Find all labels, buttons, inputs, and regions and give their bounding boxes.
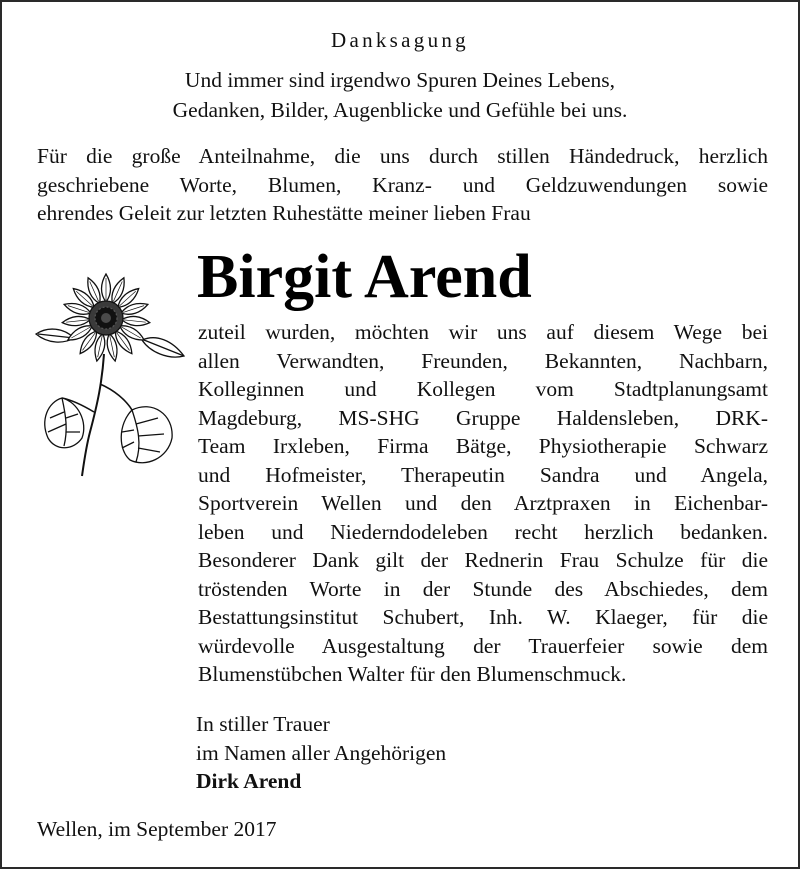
thanks-line: Kolleginnen und Kollegen vom Stadtplanungsamt	[198, 377, 768, 401]
motto-verse	[2, 66, 798, 125]
motto-line: Und immer sind irgendwo Spuren Deines Lebens,	[184, 68, 616, 92]
thanks-line: Sportverein Wellen und den Arztpraxen in Eichenbar-	[198, 491, 768, 515]
sunflower-icon	[34, 272, 186, 478]
thanks-paragraph	[198, 318, 768, 689]
thanks-line: Besonderer Dank gilt der Rednerin Frau Schulze für die	[198, 548, 768, 572]
deceased-name: Birgit Arend	[197, 243, 532, 311]
thanks-line: tröstenden Worte in der Stunde des Abschiedes, dem	[198, 576, 768, 601]
thanks-line: zuteil wurden, möchten wir uns auf diesem Wege bei	[198, 320, 768, 344]
intro-line: Für die große Anteilnahme, die uns durch stillen Händedruck, herzlich	[37, 144, 768, 168]
intro-paragraph	[37, 142, 768, 228]
notice-heading: Danksagung	[331, 28, 469, 52]
place-date: Wellen, im September 2017	[37, 817, 277, 841]
intro-line: ehrendes Geleit zur letzten Ruhestätte meiner lieben Frau	[37, 201, 531, 225]
thanks-line: Bestattungsinstitut Schubert, Inh. W. Klaeger, für die	[198, 605, 768, 629]
motto-line: Gedanken, Bilder, Augenblicke und Gefühle bei uns.	[172, 97, 628, 122]
thanks-line: leben und Niederndodeleben recht herzlich bedanken.	[198, 519, 768, 544]
closing-line: im Namen aller Angehörigen	[196, 740, 447, 765]
closing-block	[196, 710, 446, 796]
thanks-line: und Hofmeister, Therapeutin Sandra und Angela,	[198, 462, 768, 487]
signer-name: Dirk Arend	[196, 769, 302, 793]
closing-line: In stiller Trauer	[196, 712, 330, 736]
thanks-line: allen Verwandten, Freunden, Bekannten, Nachbarn,	[198, 348, 768, 373]
intro-line: geschriebene Worte, Blumen, Kranz- und Geldzuwendungen sowie	[37, 172, 768, 197]
thanks-line: Blumenstübchen Walter für den Blumenschmuck.	[198, 662, 627, 686]
thanks-line: würdevolle Ausgestaltung der Trauerfeier sowie dem	[198, 633, 768, 658]
thanks-line: Magdeburg, MS-SHG Gruppe Haldensleben, DRK-	[198, 405, 768, 430]
thanks-line: Team Irxleben, Firma Bätge, Physiotherapie Schwarz	[198, 434, 768, 458]
